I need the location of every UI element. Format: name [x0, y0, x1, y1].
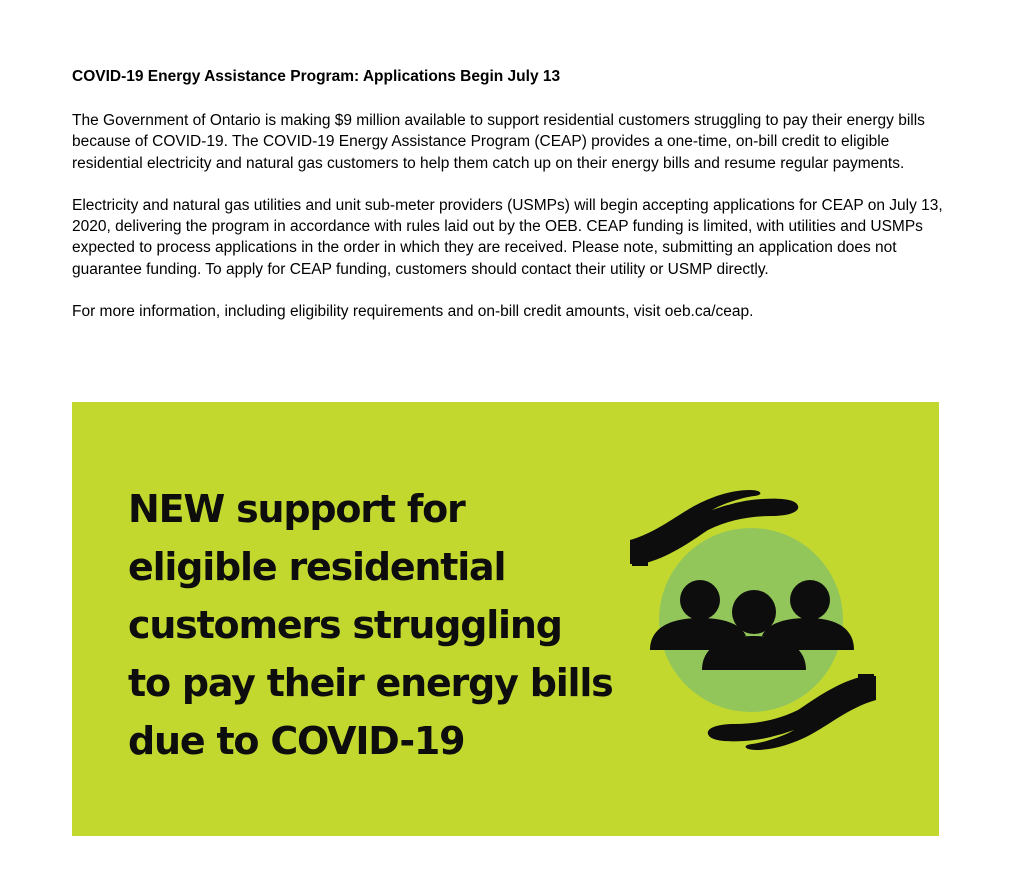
banner-line: NEW support for: [128, 487, 465, 531]
banner-line: to pay their energy bills: [128, 661, 613, 705]
paragraph-funding: The Government of Ontario is making $9 million available to support residential customers struggling to pay their energy bills because of COVID-19. The COVID-19 Energy Assistance Program (CEAP) provides a one-time, on-bill credit to eligible residential electricity and natural gas customers to help them catch up on their energy bills and resume regular payments.: [72, 112, 925, 172]
support-banner: [72, 402, 939, 836]
banner-line: due to COVID-19: [128, 719, 465, 763]
banner-message: [128, 480, 668, 770]
banner-line: customers struggling: [128, 603, 562, 647]
paragraph-more-info: For more information, including eligibility requirements and on-bill credit amounts, visit oeb.ca/ceap.: [72, 303, 754, 321]
document-headline: COVID-19 Energy Assistance Program: Applications Begin July 13: [72, 68, 561, 85]
support-emblem: [628, 490, 878, 750]
banner-line: eligible residential: [128, 545, 506, 589]
paragraph-applications: Electricity and natural gas utilities and unit sub-meter providers (USMPs) will begin accepting applications for CEAP on July 13, 2020, delivering the program in accordance with rules laid out by the OEB. CEAP funding is limited, with utilities and USMPs expected to process applications in the order in which they are received. Please note, submitting an application does not guarantee funding. To apply for CEAP funding, customers should contact their utility or USMP directly.: [72, 196, 943, 278]
document-body: [72, 66, 952, 343]
